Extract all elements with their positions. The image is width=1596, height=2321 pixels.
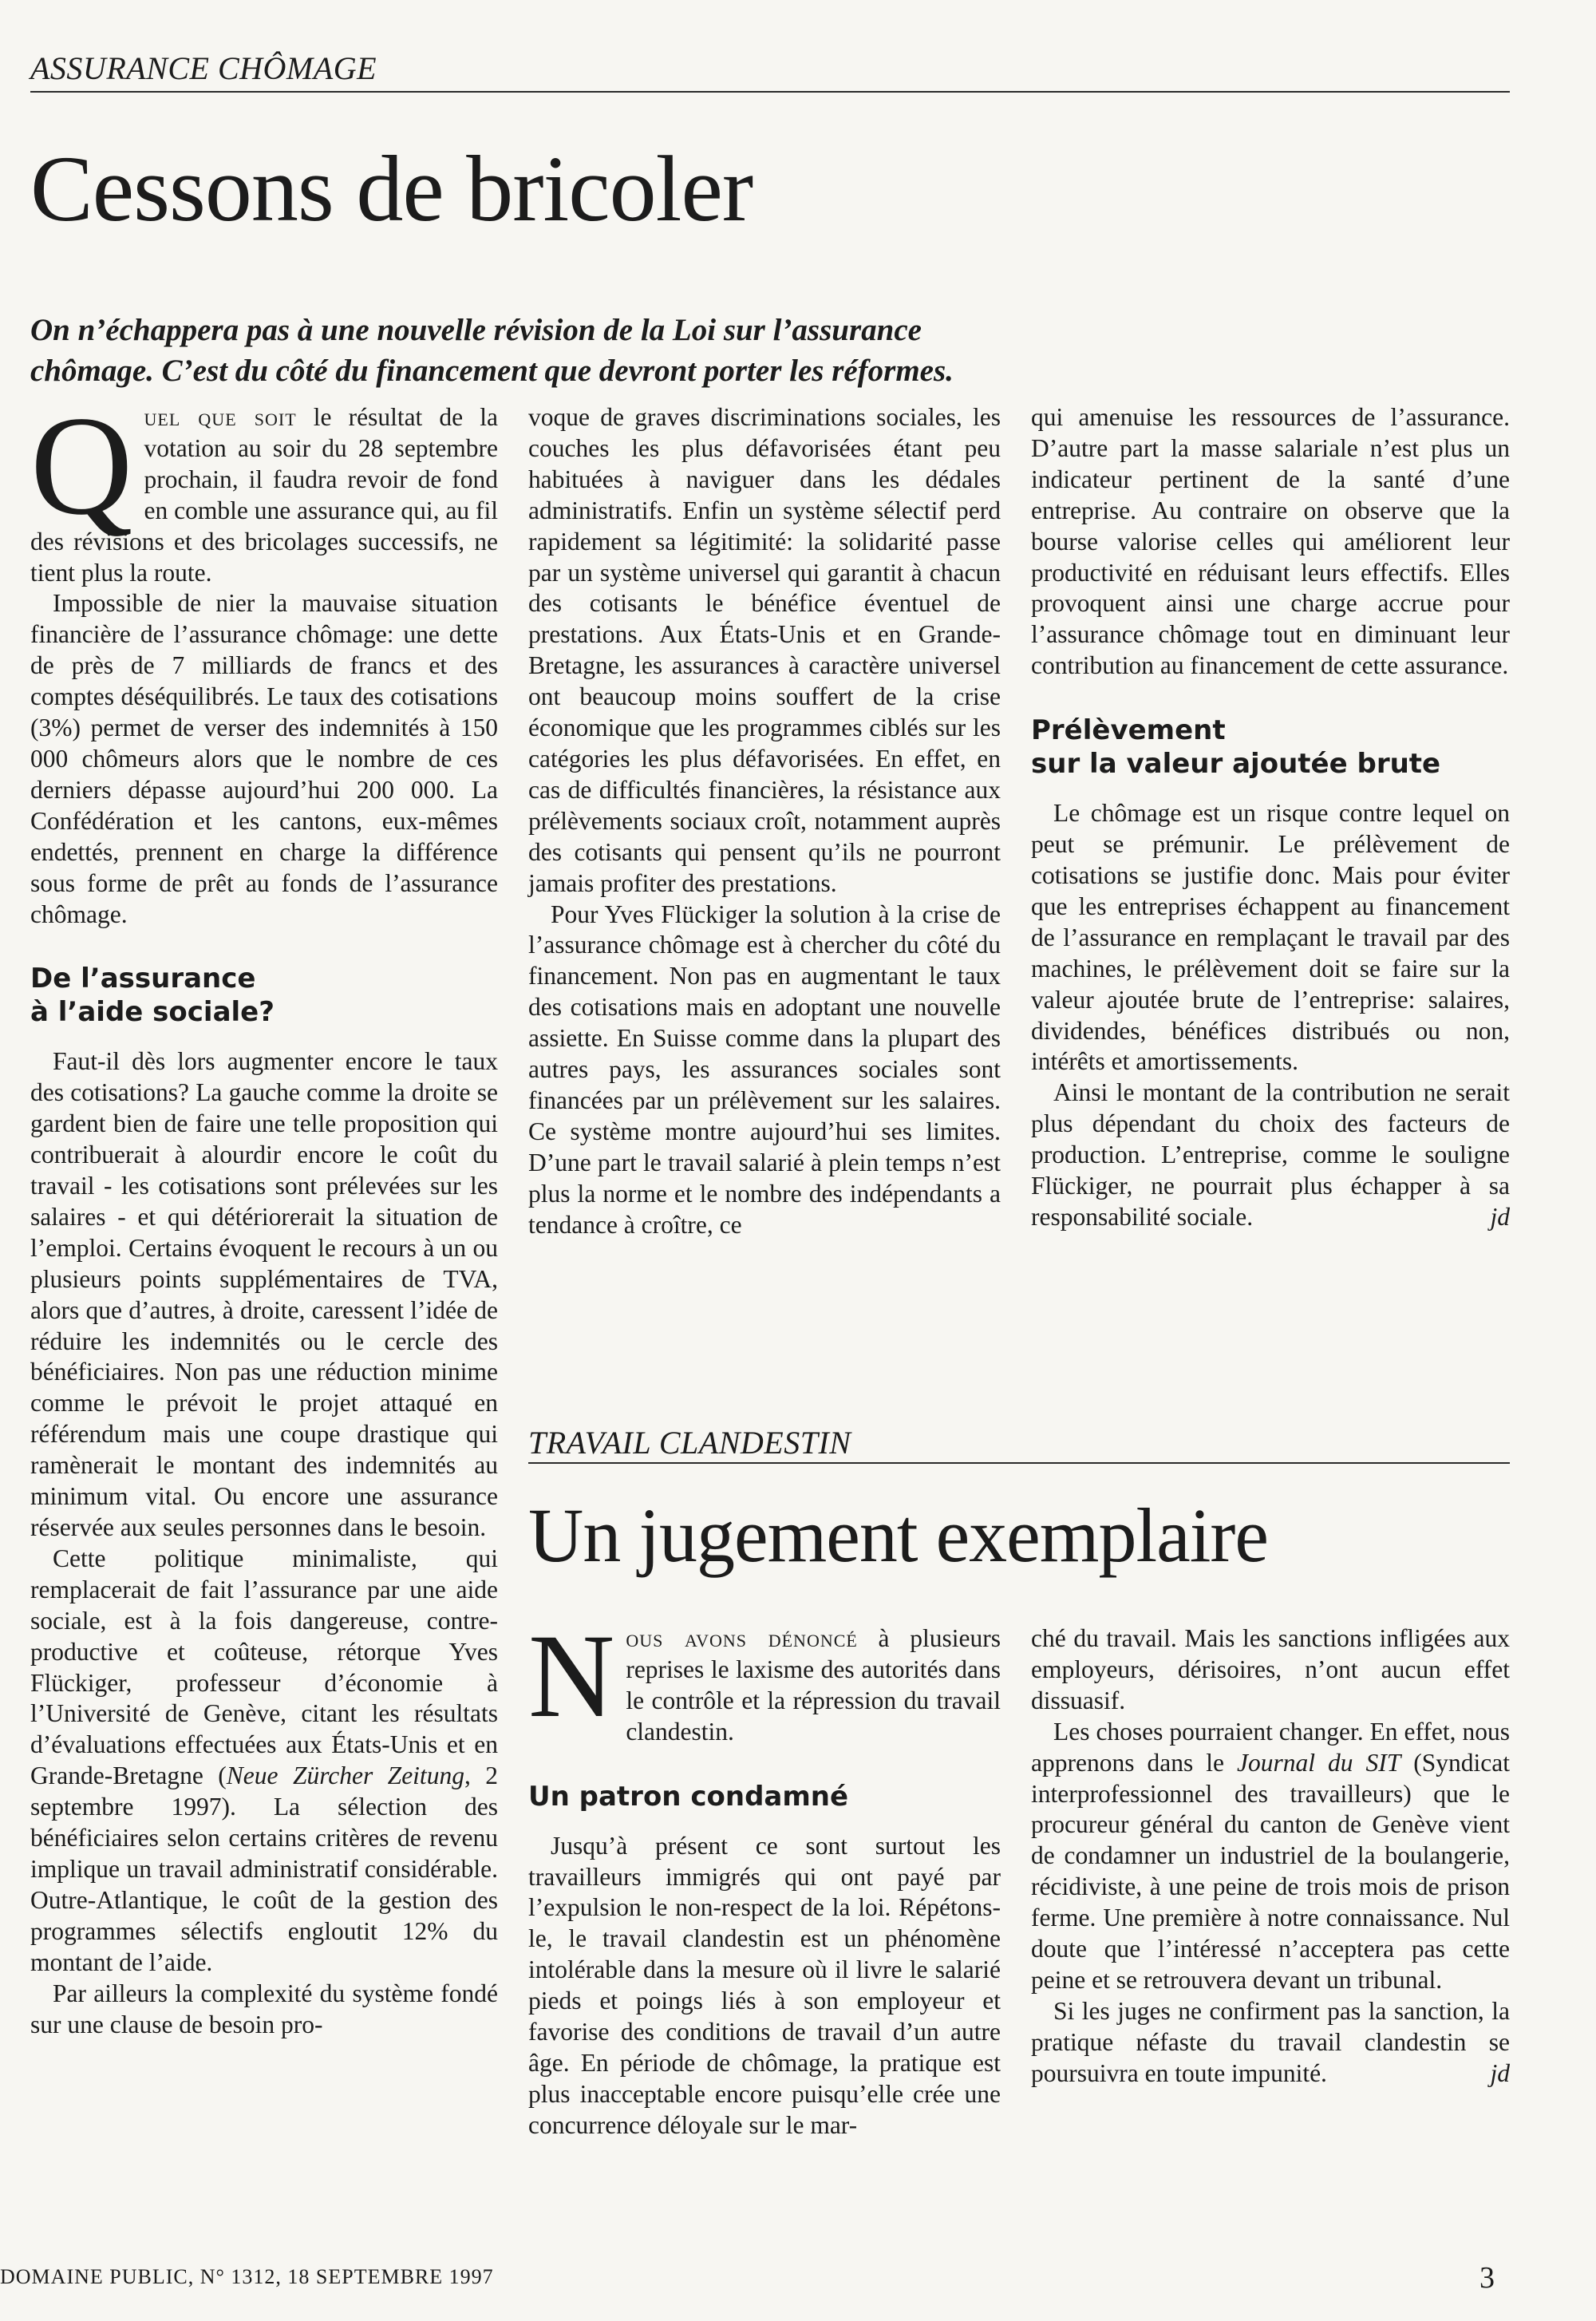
lede-line-1: On n’échappera pas à une nouvelle révision de la Loi sur l’assurance — [30, 313, 922, 347]
article1-paragraph-5-cont: voque de graves discriminations sociales, les couches les plus défavorisées étant peu habituées à naviguer dans les dédales administratifs. Enfin un système sélectif perd rapidement sa légitimité: la solidarité passe par un système universel qui garantit à chacun des cotisants le bénéfice éventuel de prestations. Aux États-Unis et en Grande-Bretagne, les assurances à caractère universel ont beaucoup moins souffert de la crise économique que les programmes ciblés sur les catégories les plus défavorisées. En effet, en cas de difficultés financières, la résistance aux prélèvements sociaux croît, notamment auprès des cotisants qui pensent qu’ils ne pourront jamais profiter des prestations. — [528, 403, 1001, 897]
article1-paragraph-4: Cette politique minimaliste, qui remplacerait de fait l’assurance par une aide sociale, est à la fois dangereuse, contre-productive et coûteuse, rétorque Yves Flückiger, professeur d’économie à l’Université de Genève, citant les résultats d’évaluations effectuées aux États-Unis et en Grande-Bretagne (Neue Zürcher Zeitung, 2 septembre 1997). La sélection des bénéficiaires selon certains critères de revenu implique un travail administratif considérable. Outre-Atlantique, le coût de la gestion des programmes sélectifs engloutit 12% du montant de l’aide. — [30, 1544, 498, 1976]
headline-cessons-de-bricoler: Cessons de bricoler — [30, 136, 753, 241]
subheading-prelevement: Prélèvement sur la valeur ajoutée brute — [1031, 714, 1441, 781]
article1-paragraph-1: Quel que soit le résultat de la votation au soir du 28 septembre prochain, il faudra revoir de fond en comble une assurance qui, au fil des révisions et des bricolages successifs, ne tient plus la route. — [30, 386, 499, 587]
lede-line-2: chômage. C’est du côté du financement que devront porter les réformes. — [30, 354, 954, 388]
article2-paragraph-2-cont: ché du travail. Mais les sanctions infligées aux employeurs, dérisoires, n’ont aucun effet dissuasif. — [1031, 1624, 1510, 1714]
article1-paragraph-2: Impossible de nier la mauvaise situation financière de l’assurance chômage: une dette de près de 7 milliards de francs et des comptes déséquilibrés. Le taux des cotisations (3%) permet de verser des indemnités à 150 000 chômeurs alors que le nombre de ces derniers dépasse aujourd’hui 200 000. La Confédération et les cantons, eux-mêmes endettés, prennent en charge la différence sous forme de prêt au fonds de l’assurance chômage. — [30, 589, 498, 928]
article2-paragraph-1: Nous avons dénoncé à plusieurs reprises le laxisme des autorités dans le contrôle et la répression du travail clandestin. — [528, 1610, 1001, 1746]
article2-column-1 — [528, 1610, 1001, 2141]
article1-paragraph-6-cont: qui amenuise les ressources de l’assurance. D’autre part la masse salariale n’est plus un indicateur pertinent de la santé d’une entreprise. Au contraire on observe que la bourse valorise celles qui améliorent leur productivité en réduisant leurs effectifs. Elles provoquent ainsi une charge accrue pour l’assurance chômage tout en diminuant leur contribution au financement de cette assurance. — [1031, 403, 1510, 680]
opening-smallcaps-2: ous avons dénoncé — [626, 1624, 858, 1652]
article2-paragraph-4: Si les juges ne confirment pas la sanction, la pratique néfaste du travail clandestin se poursuivra en toute impunité. jd — [1031, 1996, 1510, 2090]
article2-rule — [528, 1462, 1510, 1464]
citation-journal-du-sit: Journal du SIT — [1236, 1748, 1401, 1777]
article1-column-2 — [528, 402, 1001, 1240]
article1-paragraph-6: Pour Yves Flückiger la solution à la crise de l’assurance chômage est à chercher du côté du financement. Non pas en augmentant le taux des cotisations mais en adoptant une nouvelle assiette. En Suisse comme dans la plupart des autres pays, les assurances sociales sont financées par un prélèvement sur les salaires. Ce système montre aujourd’hui ses limites. D’une part le travail salarié à plein temps n’est plus la norme et le nombre des indépendants a tendance à croître, ce — [528, 900, 1001, 1239]
top-rule — [30, 91, 1510, 93]
headline-un-jugement-exemplaire: Un jugement exemplaire — [528, 1493, 1268, 1578]
article1-paragraph-5-start: Par ailleurs la complexité du système fondé sur une clause de besoin pro- — [30, 1979, 498, 2038]
section-rubric-assurance-chomage: ASSURANCE CHÔMAGE — [30, 50, 377, 86]
footer-publication: DOMAINE PUBLIC, N° 1312, 18 SEPTEMBRE 1997 — [0, 2265, 494, 2288]
signature-jd-2: jd — [1490, 2058, 1510, 2087]
article1-paragraph-7: Le chômage est un risque contre lequel on peut se prémunir. Le prélèvement de cotisations se justifie donc. Mais pour éviter que les entreprises échappent au financement de l’assurance en remplaçant le travail par des machines, le prélèvement doit se faire sur la valeur ajoutée brute de l’entreprise: salaires, dividendes, bénéfices distribués ou non, intérêts et amortissements. — [1031, 799, 1510, 1076]
subheading-un-patron-condamne: Un patron condamné — [528, 1780, 849, 1813]
article1-column-1 — [30, 386, 499, 2040]
article1-column-3 — [1031, 402, 1510, 1233]
article2-paragraph-2: Jusqu’à présent ce sont surtout les travailleurs immigrés qui ont payé par l’expulsion le non-respect de la loi. Répétons-le, le travail clandestin est un phénomène intolérable dans la mesure où il livre le salarié pieds et poings liés à son employeur et favorise des conditions de travail d’un autre âge. En période de chômage, la pratique est plus inacceptable encore puisqu’elle crée une concurrence déloyale sur le mar- — [528, 1831, 1001, 2139]
subheading-de-lassurance: De l’assurance à l’aide sociale? — [30, 963, 275, 1029]
page-number: 3 — [1479, 2261, 1495, 2295]
article1-paragraph-8: Ainsi le montant de la contribution ne serait plus dépendant du choix des facteurs de production. L’entreprise, comme le souligne Flückiger, ne pourrait plus échapper à sa responsabilité sociale. jd — [1031, 1077, 1510, 1233]
signature-jd: jd — [1490, 1202, 1510, 1231]
section-rubric-travail-clandestin: TRAVAIL CLANDESTIN — [528, 1425, 851, 1461]
article1-paragraph-3: Faut-il dès lors augmenter encore le taux des cotisations? La gauche comme la droite se gardent bien de faire une telle proposition qui contribuerait à alourdir encore le coût du travail - les cotisations sont prélevées sur les salaires - et qui détériorerait la situation de l’emploi. Certains évoquent le recours à un ou plusieurs points supplémentaires de TVA, alors que d’autres, à droite, caressent l’idée de réduire les indemnités ou le cercle des bénéficiaires. Non pas une réduction minime comme le prévoit le projet attaqué en référendum mais une coupe drastique qui ramènerait le montant des indemnités au minimum vital. Ou encore une assurance réservée aux seules personnes dans le besoin. — [30, 1047, 498, 1541]
article-lede — [30, 310, 1387, 391]
citation-nzz: Neue Zürcher Zeitung — [226, 1762, 464, 1790]
article2-column-2 — [1031, 1623, 1510, 2090]
article2-paragraph-3: Les choses pourraient changer. En effet, nous apprenons dans le Journal du SIT (Syndicat interprofessionnel des travailleurs) que le procureur général du canton de Genève vient de condamner un industriel de la boulangerie, récidiviste, à une peine de trois mois de prison ferme. Une première à notre connaissance. Nul doute que l’intéressé n’acceptera pas cette peine et se retrouvera devant un tribunal. — [1031, 1717, 1511, 1994]
dropcap-q: Q — [30, 386, 133, 544]
dropcap-n: N — [528, 1610, 615, 1742]
opening-smallcaps: uel que soit — [144, 403, 297, 431]
